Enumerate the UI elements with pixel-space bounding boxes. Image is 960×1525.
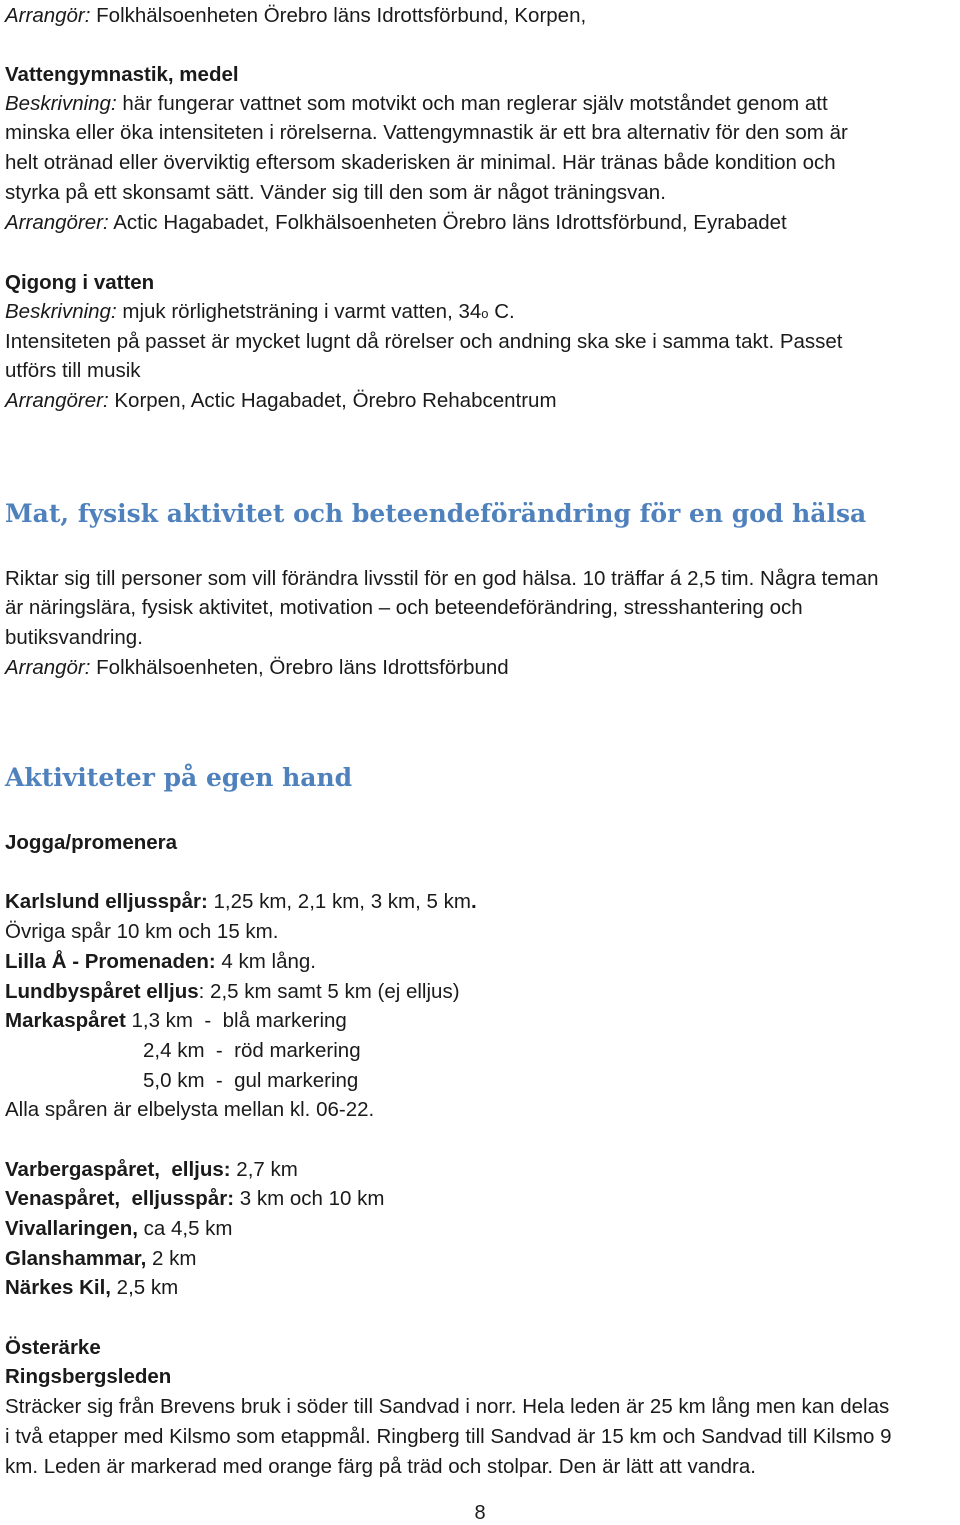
value: här fungerar vattnet som motvikt och man reglerar själv motståndet genom att xyxy=(116,92,828,115)
track-varberga xyxy=(5,1155,298,1184)
desc-line: helt otränad eller överviktig eftersom skaderisken är minimal. Här tränas både kondition och xyxy=(5,151,836,174)
page-number: 8 xyxy=(474,1502,486,1524)
label: Glanshammar, xyxy=(5,1247,147,1270)
value: 3 km och 10 km xyxy=(234,1187,385,1210)
desc-line: Intensiteten på passet är mycket lugnt då rörelser och andning ska ske i samma takt. Passet xyxy=(5,330,843,353)
body-line: i två etapper med Kilsmo som etappmål. Ringberg till Sandvad är 15 km och Sandvad till Kilsmo 9 xyxy=(5,1425,892,1448)
track-note: Alla spåren är elbelysta mellan kl. 06-22. xyxy=(5,1098,375,1121)
dot: . xyxy=(470,890,477,913)
value: 1,3 km - blå markering xyxy=(125,1009,347,1032)
body-line: Sträcker sig från Brevens bruk i söder till Sandvad i norr. Hela leden är 25 km lång men kan delas xyxy=(5,1395,890,1418)
value: : 2,5 km samt 5 km (ej elljus) xyxy=(198,980,460,1003)
track-lundby xyxy=(5,977,460,1006)
label: Lundbyspåret elljus xyxy=(5,980,199,1003)
label: Markaspåret xyxy=(5,1009,126,1032)
section-title-vattengymnastik: Vattengymnastik, medel xyxy=(5,63,239,86)
unit: C. xyxy=(488,300,515,323)
value: 2 km xyxy=(146,1247,197,1270)
desc-line xyxy=(5,89,828,118)
body-line: är näringslära, fysisk aktivitet, motivation – och beteendeförändring, stresshantering och xyxy=(5,596,803,619)
track-marka-3: 5,0 km - gul markering xyxy=(143,1069,359,1092)
value: 1,25 km, 2,1 km, 3 km, 5 km xyxy=(207,890,471,913)
value: Folkhälsoenheten, Örebro läns Idrottsförbund xyxy=(90,656,509,679)
label: Arrangörer: xyxy=(5,211,109,234)
label: Närkes Kil, xyxy=(5,1276,111,1299)
track-karlslund xyxy=(5,887,477,916)
value: Actic Hagabadet, Folkhälsoenheten Örebro läns Idrottsförbund, Eyrabadet xyxy=(108,211,787,234)
label: Karlslund elljusspår: xyxy=(5,890,208,913)
desc-line: minska eller öka intensiteten i rörelserna. Vattengymnastik är ett bra alternativ för den som är xyxy=(5,121,848,144)
heading-egen-hand: Aktiviteter på egen hand xyxy=(5,763,353,792)
label: Arrangörer: xyxy=(5,389,109,412)
value: 4 km lång. xyxy=(215,950,317,973)
label: Beskrivning: xyxy=(5,300,117,323)
label: Arrangör: xyxy=(5,656,91,679)
arrangorer-line xyxy=(5,208,787,237)
place-osternarke: Österärke xyxy=(5,1336,101,1359)
label: Vivallaringen, xyxy=(5,1217,138,1240)
value: Korpen, Actic Hagabadet, Örebro Rehabcentrum xyxy=(108,389,557,412)
label: Beskrivning: xyxy=(5,92,117,115)
track-ovriga: Övriga spår 10 km och 15 km. xyxy=(5,920,279,943)
section-title-qigong: Qigong i vatten xyxy=(5,271,155,294)
value: ca 4,5 km xyxy=(137,1217,233,1240)
arrangor-line xyxy=(5,1,586,30)
desc-line: utförs till musik xyxy=(5,359,141,382)
track-marka xyxy=(5,1006,347,1035)
label: Varbergaspåret, elljus: xyxy=(5,1158,231,1181)
track-lilla-a xyxy=(5,947,316,976)
subheading-jogga: Jogga/promenera xyxy=(5,831,178,854)
desc-line xyxy=(5,297,515,328)
track-narkes-kil xyxy=(5,1273,178,1302)
body-line: Riktar sig till personer som vill förändra livsstil för en god hälsa. 10 träffar á 2,5 tim. Några teman xyxy=(5,567,879,590)
track-vivalla xyxy=(5,1214,233,1243)
value: mjuk rörlighetsträning i varmt vatten, 34 xyxy=(116,300,482,323)
track-marka-2: 2,4 km - röd markering xyxy=(143,1039,361,1062)
heading-mat: Mat, fysisk aktivitet och beteendeförändring för en god hälsa xyxy=(5,499,867,528)
degree-sign: o xyxy=(481,306,489,321)
label: Arrangör: xyxy=(5,4,91,27)
value: 2,5 km xyxy=(110,1276,179,1299)
arrangor-line xyxy=(5,653,509,682)
body-line: km. Leden är markerad med orange färg på träd och stolpar. Den är lätt att vandra. xyxy=(5,1455,756,1478)
track-glanshammar xyxy=(5,1244,196,1273)
label: Lilla Å - Promenaden: xyxy=(5,950,216,973)
label: Venaspåret, elljusspår: xyxy=(5,1187,235,1210)
trail-ringsbergsleden: Ringsbergsleden xyxy=(5,1365,172,1388)
value: 2,7 km xyxy=(230,1158,298,1181)
arrangorer-line xyxy=(5,386,557,415)
track-venas xyxy=(5,1184,384,1213)
value: Folkhälsoenheten Örebro läns Idrottsförbund, Korpen, xyxy=(90,4,587,27)
body-line: butiksvandring. xyxy=(5,626,143,649)
desc-line: styrka på ett skonsamt sätt. Vänder sig till den som är något träningsvan. xyxy=(5,181,666,204)
